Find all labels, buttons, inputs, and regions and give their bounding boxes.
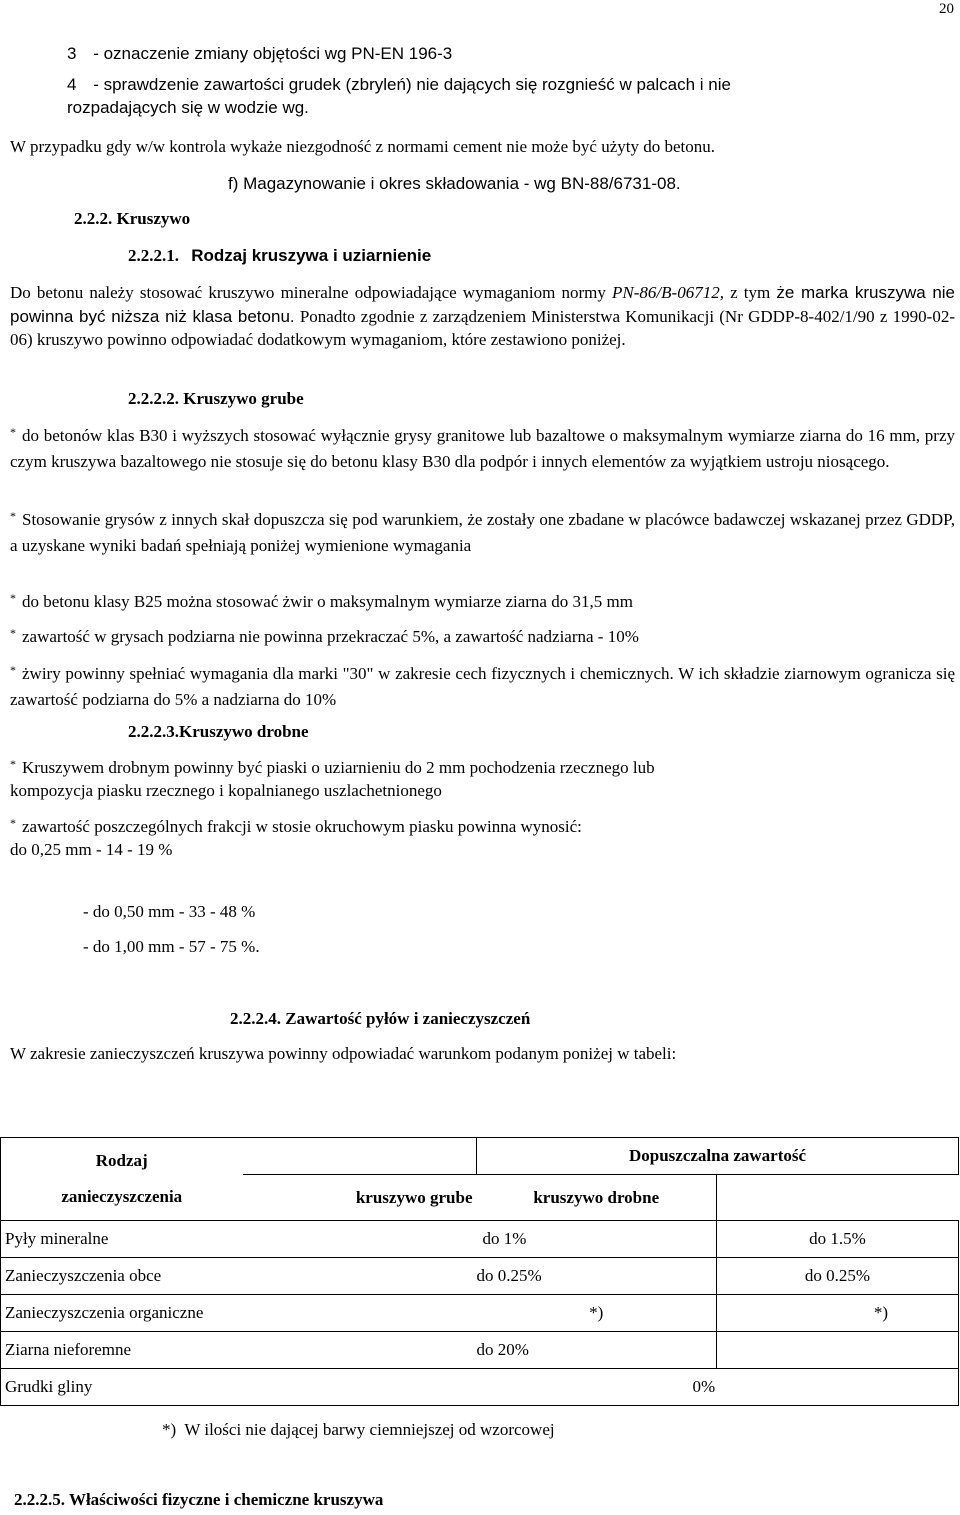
heading-title: Rodzaj kruszywa i uziarnienie	[191, 246, 432, 265]
header-kind-line1: Rodzaj	[95, 1151, 148, 1170]
fraction-050: - do 0,50 mm - 33 - 48 %	[83, 902, 256, 921]
list-text: - oznaczenie zmiany objętości wg PN-EN 196-3	[93, 44, 453, 63]
cell-name: Ziarna nieforemne	[1, 1332, 243, 1369]
list-number: 3	[67, 44, 77, 63]
cell-name: Grudki gliny	[1, 1369, 243, 1406]
coarse-item-text: żwiry powinny spełniać wymagania dla marki "30" w zakresie cech fizycznych i chemicznych. W ich składzie ziarnowym ogranicza się zawartość podziarna do 5% a nadziarna do 10%	[10, 664, 955, 709]
coarse-item-text: zawartość w grysach podziarna nie powinna przekraczać 5%, a zawartość nadziarna - 10%	[22, 627, 639, 646]
fine-item-1-cont: kompozycja piasku rzecznego i kopalnianego uszlachetnionego	[10, 781, 442, 800]
para-nonconformity: W przypadku gdy w/w kontrola wykaże niezgodność z normami cement nie może być użyty do betonu.	[10, 137, 715, 156]
header-kind-line2: zanieczyszczenia	[61, 1187, 183, 1206]
fine-item-text: Kruszywem drobnym powinny być piaski o uziarnieniu do 2 mm pochodzenia rzecznego lub	[22, 758, 655, 777]
coarse-item-text: Stosowanie grysów z innych skał dopuszcza się pod warunkiem, że zostały one zbadane w placówce badawczej wskazanej przez GDDP, a uzyskane wyniki badań spełniają poniżej wymienione wymagania	[10, 510, 955, 555]
heading-kruszywo: 2.2.2. Kruszywo	[74, 209, 191, 228]
fraction-100: - do 1,00 mm - 57 - 75 %.	[83, 937, 260, 956]
header-blank	[243, 1138, 477, 1175]
cell-name: Zanieczyszczenia obce	[1, 1258, 243, 1295]
table-row	[1, 1295, 959, 1332]
cell-fine	[717, 1332, 959, 1369]
cell-fine: *)	[717, 1295, 959, 1332]
cell-coarse: *)	[477, 1295, 717, 1332]
bullet-star-icon: *	[10, 816, 16, 830]
cell-name: Zanieczyszczenia organiczne	[1, 1295, 477, 1332]
header-fine: kruszywo drobne	[477, 1175, 717, 1221]
coarse-item-4	[10, 627, 639, 647]
cell-fine: do 0.25%	[717, 1258, 959, 1295]
list-item-3	[67, 44, 452, 64]
cell-name: Pyły mineralne	[1, 1221, 243, 1258]
list-item-4-cont: rozpadających się w wodzie wg.	[67, 98, 309, 117]
table-row	[1, 1369, 959, 1406]
table-header-row	[1, 1138, 959, 1175]
table-row	[1, 1221, 959, 1258]
coarse-item-text: do betonu klasy B25 można stosować żwir o maksymalnym wymiarze ziarna do 31,5 mm	[22, 592, 633, 611]
cell-blank	[243, 1332, 477, 1369]
header-coarse: kruszywo grube	[243, 1175, 477, 1221]
dust-intro: W zakresie zanieczyszczeń kruszywa powinny odpowiadać warunkom podanym poniżej w tabeli:	[10, 1044, 677, 1063]
table-footnote: *) W ilości nie dającej barwy ciemniejszej od wzorcowej	[162, 1420, 555, 1439]
header-allowed: Dopuszczalna zawartość	[477, 1138, 959, 1175]
coarse-item-text: do betonów klas B30 i wyższych stosować wyłącznie grysy granitowe lub bazaltowe o maksymalnym wymiarze ziarna do 16 mm, przy czym kruszywa bazaltowego nie stosuje się do betonu klasy B30 dla podpór i innych elementów za wyjątkiem ustroju niosącego.	[10, 426, 955, 471]
intro-text: Ponadto zgodnie z zarządzeniem Ministerstwa Komunikacji (Nr GDDP-8-402/1/90 z 1990-02-06) kruszywo powinno odpowiadać dodatkowym wymaganiom, które zestawiono poniżej.	[10, 306, 955, 349]
cell-fine: do 1.5%	[717, 1221, 959, 1258]
bullet-star-icon: *	[10, 757, 16, 771]
intro-paragraph	[10, 281, 955, 352]
coarse-item-2	[10, 508, 955, 557]
bullet-star-icon: *	[10, 626, 16, 640]
storage-line	[228, 174, 681, 194]
fine-item-2	[10, 817, 582, 837]
bullet-star-icon: *	[10, 509, 16, 523]
bullet-star-icon: *	[10, 425, 16, 439]
list-number: 4	[67, 75, 77, 94]
cell-coarse: do 1%	[477, 1221, 717, 1258]
heading-kruszywo-grube: 2.2.2.2. Kruszywo grube	[128, 389, 304, 408]
intro-text: z tym	[723, 283, 771, 302]
cell-blank	[243, 1258, 477, 1295]
header-kind	[1, 1138, 243, 1221]
page-number: 20	[939, 1, 954, 17]
intro-text: że marka kruszywa nie powinna być niższa niż klasa betonu.	[10, 283, 956, 326]
cell-blank	[243, 1221, 477, 1258]
coarse-item-1	[10, 424, 955, 473]
heading-pyly: 2.2.2.4. Zawartość pyłów i zanieczyszczeń	[230, 1009, 531, 1028]
bullet-star-icon: *	[10, 591, 16, 605]
heading-kruszywo-drobne: 2.2.2.3.Kruszywo drobne	[128, 722, 309, 741]
storage-text: f) Magazynowanie i okres składowania - wg	[228, 174, 561, 193]
cell-both	[243, 1369, 959, 1406]
table-row	[1, 1332, 959, 1369]
fine-item-text: zawartość poszczególnych frakcji w stosie okruchowym piasku powinna wynosić:	[22, 817, 582, 836]
coarse-item-3	[10, 592, 633, 612]
coarse-item-5	[10, 662, 955, 711]
fine-item-2-cont: do 0,25 mm - 14 - 19 %	[10, 840, 173, 859]
storage-norm: BN-88/6731-08.	[560, 174, 681, 193]
cell-coarse: do 20%	[477, 1332, 717, 1369]
impurities-table	[0, 1137, 959, 1406]
heading-number: 2.2.2.1.	[128, 246, 179, 265]
heading-rodzaj-kruszywa	[128, 246, 431, 266]
table-row	[1, 1258, 959, 1295]
cell-coarse: do 0.25%	[477, 1258, 717, 1295]
cell-both-value: 0%	[692, 1377, 716, 1396]
fine-item-1	[10, 758, 655, 778]
heading-wlasciwosci: 2.2.2.5. Właściwości fizyczne i chemiczne kruszywa	[14, 1490, 384, 1509]
list-item-4	[67, 75, 731, 95]
bullet-star-icon: *	[10, 663, 16, 677]
list-text: - sprawdzenie zawartości grudek (zbryleń) nie dających się rozgnieść w palcach i nie	[93, 75, 731, 94]
intro-text: Do betonu należy stosować kruszywo mineralne odpowiadające wymaganiom normy	[10, 283, 613, 302]
norm-ref: PN-86/B-06712,	[612, 283, 724, 302]
